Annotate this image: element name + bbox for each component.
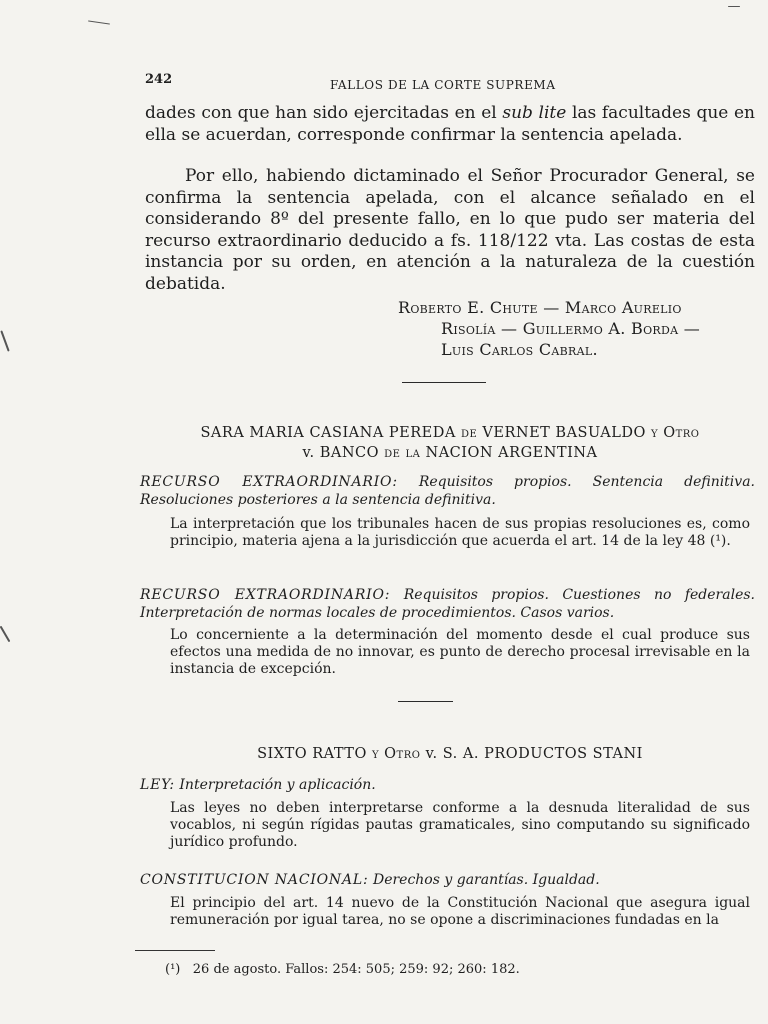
footnote-rule: [135, 950, 215, 951]
footnote: [165, 962, 520, 977]
headnote-text: Las leyes no deben interpretarse conforme a la desnuda literalidad de sus vocablos, ni según rígidas pautas gramaticales, sino computando su significado jurídico profundo.: [170, 800, 750, 850]
scan-speck: [88, 20, 110, 24]
page-header: [145, 72, 745, 92]
signature-line: Risolía — Guillermo A. Borda —: [441, 319, 701, 338]
scan-speck: [0, 330, 9, 351]
resolution-paragraph: Por ello, habiendo dictaminado el Señor Procurador General, se confirma la sentencia apelada, con el alcance señalado en el considerando 8º del presente fallo, en lo que pudo ser materia del recurso extraordinario deducido a fs. 118/122 vta. Las costas de esta instancia por su orden, en atención a la naturaleza de la cuestión debatida.: [145, 166, 755, 294]
headnote-heading: RECURSO EXTRAORDINARIO: Requisitos propios. Sentencia definitiva. Resoluciones posteriores a la sentencia definitiva.: [140, 474, 755, 508]
headnote-heading: CONSTITUCION NACIONAL: Derechos y garantías. Igualdad.: [140, 872, 600, 888]
section-divider: [402, 382, 486, 383]
headnote-heading: LEY: Interpretación y aplicación.: [140, 777, 376, 793]
headnote-text: El principio del art. 14 nuevo de la Constitución Nacional que asegura igual remuneración por igual tarea, no se opone a discriminaciones fundadas en la: [170, 895, 750, 928]
scan-speck: [728, 6, 740, 7]
scan-speck: [0, 626, 10, 643]
case-title: SIXTO RATTO y Otro v. S. A. PRODUCTOS STANI: [257, 746, 643, 762]
footnote-text: 26 de agosto. Fallos: 254: 505; 259: 92; 260: 182.: [192, 962, 520, 977]
case-title: SARA MARIA CASIANA PEREDA de VERNET BASUALDO y Otro v. BANCO de la NACION ARGENTINA: [200, 425, 700, 461]
signature-line: Luis Carlos Cabral.: [441, 340, 598, 359]
closing-paragraph: dades con que han sido ejercitadas en el sub lite las facultades que en ella se acuerdan, corresponde confirmar la sentencia apelada.: [145, 103, 756, 145]
page-number: 242: [145, 72, 173, 87]
footnote-marker: (¹): [165, 962, 181, 977]
headnote-text: Lo concerniente a la determinación del momento desde el cual produce sus efectos una medida de no innovar, es punto de derecho procesal irrevisable en la instancia de excepción.: [170, 627, 750, 677]
signature-line: Roberto E. Chute — Marco Aurelio: [398, 298, 682, 317]
headnote-heading: RECURSO EXTRAORDINARIO: Requisitos propios. Cuestiones no federales. Interpretación de normas locales de procedimientos. Casos varios.: [140, 587, 755, 621]
section-divider: [398, 701, 453, 702]
headnote-text: La interpretación que los tribunales hacen de sus propias resoluciones es, como principio, materia ajena a la jurisdicción que acuerda el art. 14 de la ley 48 (¹).: [170, 516, 750, 549]
running-title: FALLOS DE LA CORTE SUPREMA: [330, 78, 556, 92]
